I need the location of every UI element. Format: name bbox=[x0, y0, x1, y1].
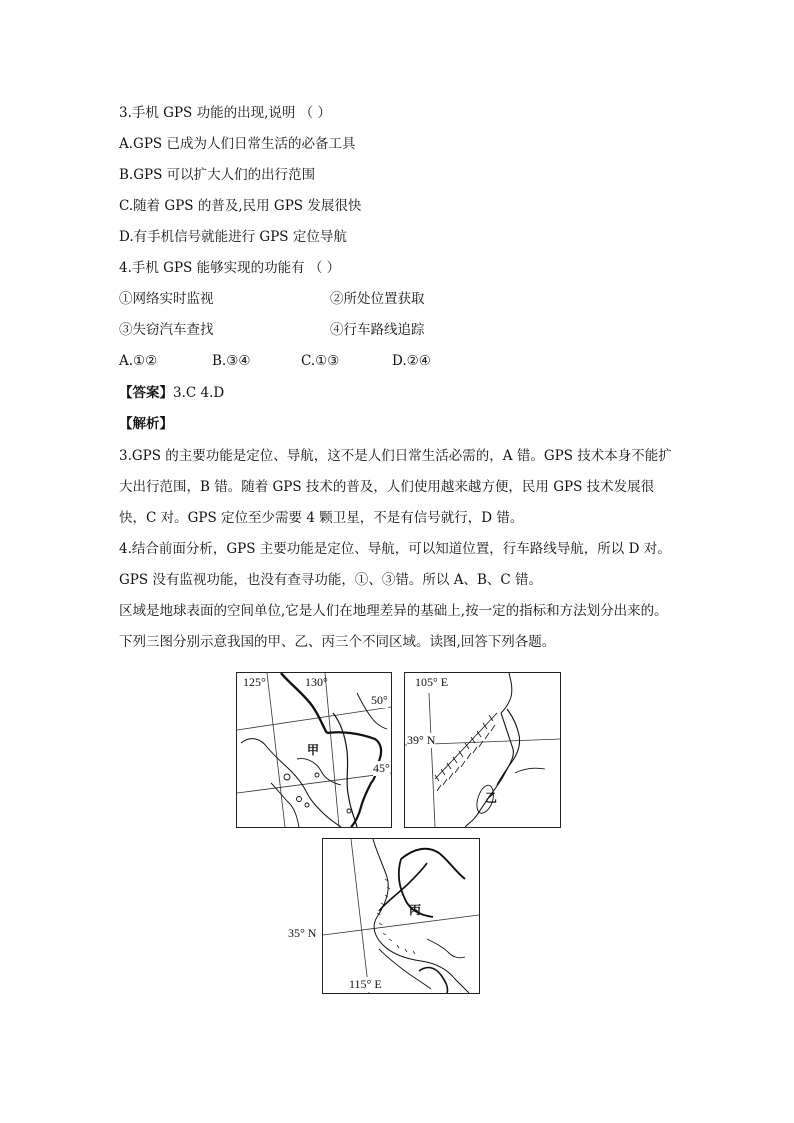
map-jia bbox=[236, 672, 392, 828]
map-bing-region-label: 丙 bbox=[409, 903, 422, 917]
map-jia-region-label: 甲 bbox=[307, 743, 320, 757]
map-yi-lon-105: 105° E bbox=[415, 675, 449, 689]
map-yi bbox=[404, 672, 561, 828]
analysis-paragraph-4: 4.结合前面分析，GPS 主要功能是定位、导航，可以知道位置，行车路线导航，所以 D 对。GPS 没有监视功能，也没有查寻功能，①、③错。所以 A、B、C 错。 bbox=[119, 541, 671, 588]
q3-option-b: B.GPS 可以扩大人们的出行范围 bbox=[119, 167, 316, 183]
q4-option-b: B.③④ bbox=[212, 353, 251, 369]
map-bing-drawing bbox=[323, 839, 479, 993]
q4-stem: 4.手机 GPS 能够实现的功能有 （ ） bbox=[119, 260, 341, 276]
q3-option-d: D.有手机信号就能进行 GPS 定位导航 bbox=[119, 229, 347, 245]
answer-text: 3.C 4.D bbox=[173, 385, 225, 401]
q4-item-4: ④行车路线追踪 bbox=[330, 322, 425, 338]
q4-item-2: ②所处位置获取 bbox=[330, 291, 425, 307]
q3-option-a: A.GPS 已成为人们日常生活的必备工具 bbox=[119, 136, 356, 152]
q4-option-d: D.②④ bbox=[392, 353, 431, 369]
answer-label: 【答案】 bbox=[119, 385, 173, 401]
map-jia-lon-130: 130° bbox=[305, 675, 328, 689]
answer-line bbox=[119, 384, 224, 402]
q3-option-c: C.随着 GPS 的普及,民用 GPS 发展很快 bbox=[119, 198, 362, 214]
q3-stem: 3.手机 GPS 功能的出现,说明 （ ） bbox=[119, 105, 331, 121]
analysis-label: 【解析】 bbox=[119, 416, 173, 432]
map-jia-lon-125: 125° bbox=[243, 675, 266, 689]
map-bing-lon-115: 115° E bbox=[349, 977, 382, 991]
map-yi-lat-39: 39° N bbox=[407, 733, 436, 747]
q4-option-c: C.①③ bbox=[301, 353, 340, 369]
map-jia-lat-45: 45° bbox=[373, 761, 390, 775]
helan-mountain-hatching bbox=[435, 713, 497, 791]
map-bing bbox=[322, 838, 480, 994]
q4-item-1: ①网络实时监视 bbox=[119, 291, 214, 307]
map-bing-lat-35: 35° N bbox=[288, 926, 317, 940]
q4-item-3: ③失窃汽车查找 bbox=[119, 322, 214, 338]
analysis-paragraph-3: 3.GPS 的主要功能是定位、导航，这不是人们日常生活必需的，A 错。GPS 技术本身不能扩大出行范围，B 错。随着 GPS 技术的普及，人们使用越来越方便，民用 GPS 技术发展很快，C 对。GPS 定位至少需要 4 颗卫星，不是有信号就行，D 错。 bbox=[119, 448, 672, 526]
map-yi-region-label: 乙 bbox=[485, 791, 498, 805]
map-jia-lat-50: 50° bbox=[371, 693, 388, 707]
intro-paragraph: 区域是地球表面的空间单位,它是人们在地理差异的基础上,按一定的指标和方法划分出来的。下列三图分别示意我国的甲、乙、丙三个不同区域。读图,回答下列各题。 bbox=[119, 603, 668, 650]
map-yi-drawing bbox=[405, 673, 560, 827]
q4-option-a: A.①② bbox=[119, 353, 158, 369]
